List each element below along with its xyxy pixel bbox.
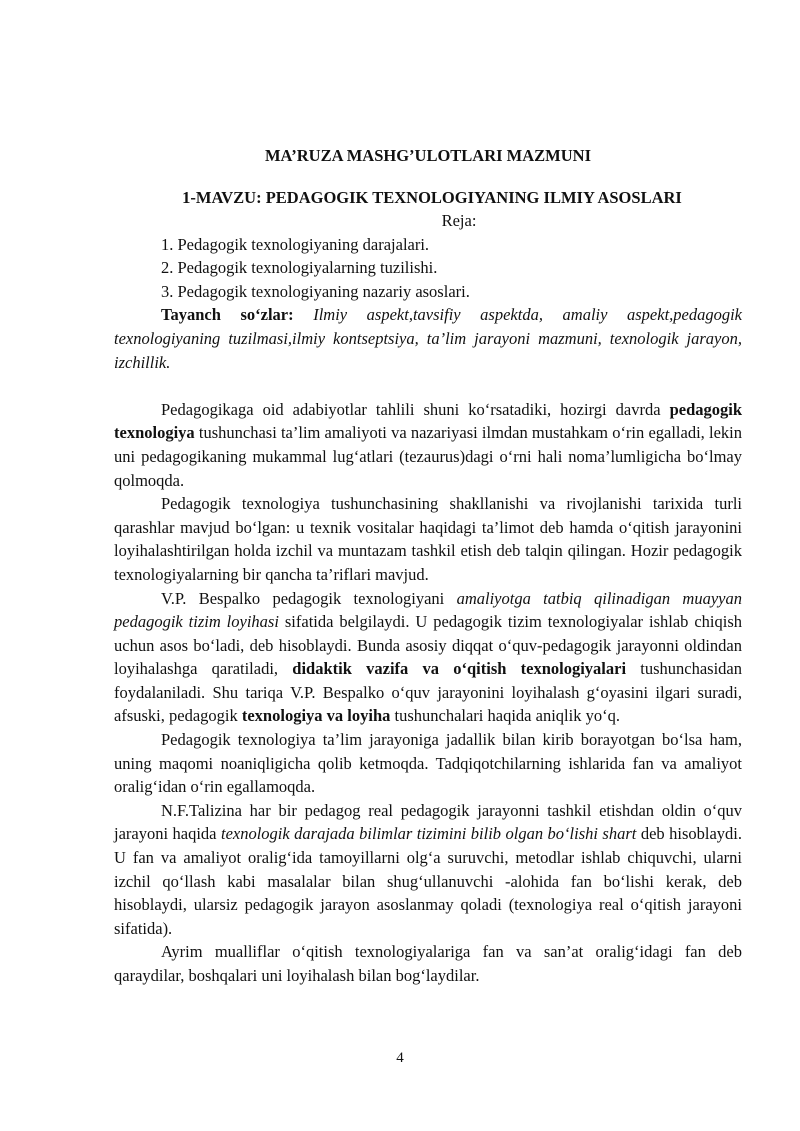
paragraph-text: sifatida belgilaydi. U pedagogik tizim texnologiyalar ishlab chiqish uchun asos bo‘ladi, deb hisoblaydi. Bunda asosiy diqqat o‘quv-pedagogik jarayonni oldindan loyihalashga qaratiladi,	[114, 612, 742, 679]
paragraph-6: Ayrim mualliflar o‘qitish texnologiyalariga fan va san’at oralig‘idagi fan deb qaraydilar, boshqalari uni loyihalash bilan bog‘laydilar.	[114, 942, 742, 985]
paragraph-5	[114, 799, 742, 941]
plan-heading: Reja:	[441, 211, 477, 230]
keywords-text: Ilmiy aspekt,tavsifiy aspektda, amaliy aspekt,pedagogik texnologiyaning tuzilmasi,ilmiy kontseptsiya, ta’lim jarayoni mazmuni, texnologik jarayon, izchillik.	[114, 305, 743, 372]
paragraph-text: V.P. Bespalko pedagogik texnologiyani	[161, 588, 457, 608]
paragraph-1	[114, 398, 742, 492]
paragraph-text: tushunchalari haqida aniqlik yo‘q.	[390, 706, 620, 726]
paragraph-text: deb hisoblaydi. U fan va amaliyot oralig‘ida tamoyillarni olg‘a suruvchi, metodlar ishlab chiquvchi, ularni izchil qo‘llash kabi masalalar bilan shug‘ullanuvchi -alohida fan bo‘lishi kerak, deb hisoblaydi, ularsiz pedagogik jarayon asoslanmay qoladi (texnologiya real o‘qitish jarayoni sifatida).	[114, 824, 742, 938]
topic-heading: 1-MAVZU: PEDAGOGIK TEXNOLOGIYANING ILMIY ASOSLARI	[182, 188, 682, 207]
page-number: 4	[396, 1050, 404, 1066]
bold-term: pedagogik texnologiya	[114, 399, 742, 443]
page-title: MA’RUZA MASHG’ULOTLARI MAZMUNI	[264, 146, 592, 165]
keywords-paragraph	[114, 303, 742, 374]
italic-phrase: texnologik darajada bilimlar tizimini bilib olgan bo‘lishi shart	[220, 824, 637, 844]
plan-item: 1. Pedagogik texnologiyaning darajalari.	[161, 234, 430, 254]
paragraph-4: Pedagogik texnologiya ta’lim jarayoniga jadallik bilan kirib borayotgan bo‘lsa ham, uning maqomi noaniqligicha qolib ketmoqda. Tadqiqotchilarning ishlarida fan va amaliyot oralig‘idan o‘rin egallamoqda.	[114, 730, 742, 797]
paragraph-2: Pedagogik texnologiya tushunchasining shakllanishi va rivojlanishi tarixida turli qarashlar mavjud bo‘lgan: u texnik vositalar haqidagi ta’limot deb hamda o‘qitish jarayonini loyihalashtirilgan holda izchil va muntazam tashkil etish deb talqin qilingan. Hozir pedagogik texnologiyalarning bir qancha ta’riflari mavjud.	[114, 494, 742, 584]
document-body	[114, 209, 742, 988]
paragraph-text: N.F.Talizina har bir pedagog real pedagogik jarayonni tashkil etishdan oldin o‘quv jarayoni haqida	[114, 800, 742, 844]
italic-phrase: amaliyotga tatbiq qilinadigan muayyan pedagogik tizim loyihasi	[114, 588, 742, 632]
paragraph-text: tushunchasidan foydalaniladi. Shu tariqa V.P. Bespalko o‘quv jarayonini loyihalash g‘oyasini ilgari suradi, afsuski, pedagogik	[114, 659, 743, 726]
paragraph-text: tushunchasi ta’lim amaliyoti va nazariyasi ilmdan mustahkam o‘rin egalladi, lekin uni pedagogikaning mukammal lug‘atlari (tezaurus)dagi o‘rni hali noma’lumligicha bo‘lmay qolmoqda.	[114, 423, 742, 490]
plan-item: 2. Pedagogik texnologiyalarning tuzilishi.	[161, 258, 438, 278]
bold-term: didaktik vazifa va o‘qitish texnologiyalari	[292, 659, 627, 679]
paragraph-3	[114, 587, 742, 729]
plan-item: 3. Pedagogik texnologiyaning nazariy asoslari.	[161, 281, 470, 301]
paragraph-text: Pedagogikaga oid adabiyotlar tahlili shuni ko‘rsatadiki, hozirgi davrda	[161, 399, 670, 419]
spacer	[114, 374, 742, 398]
bold-term: texnologiya va loyiha	[241, 706, 391, 726]
keywords-label: Tayanch so‘zlar:	[161, 305, 294, 325]
